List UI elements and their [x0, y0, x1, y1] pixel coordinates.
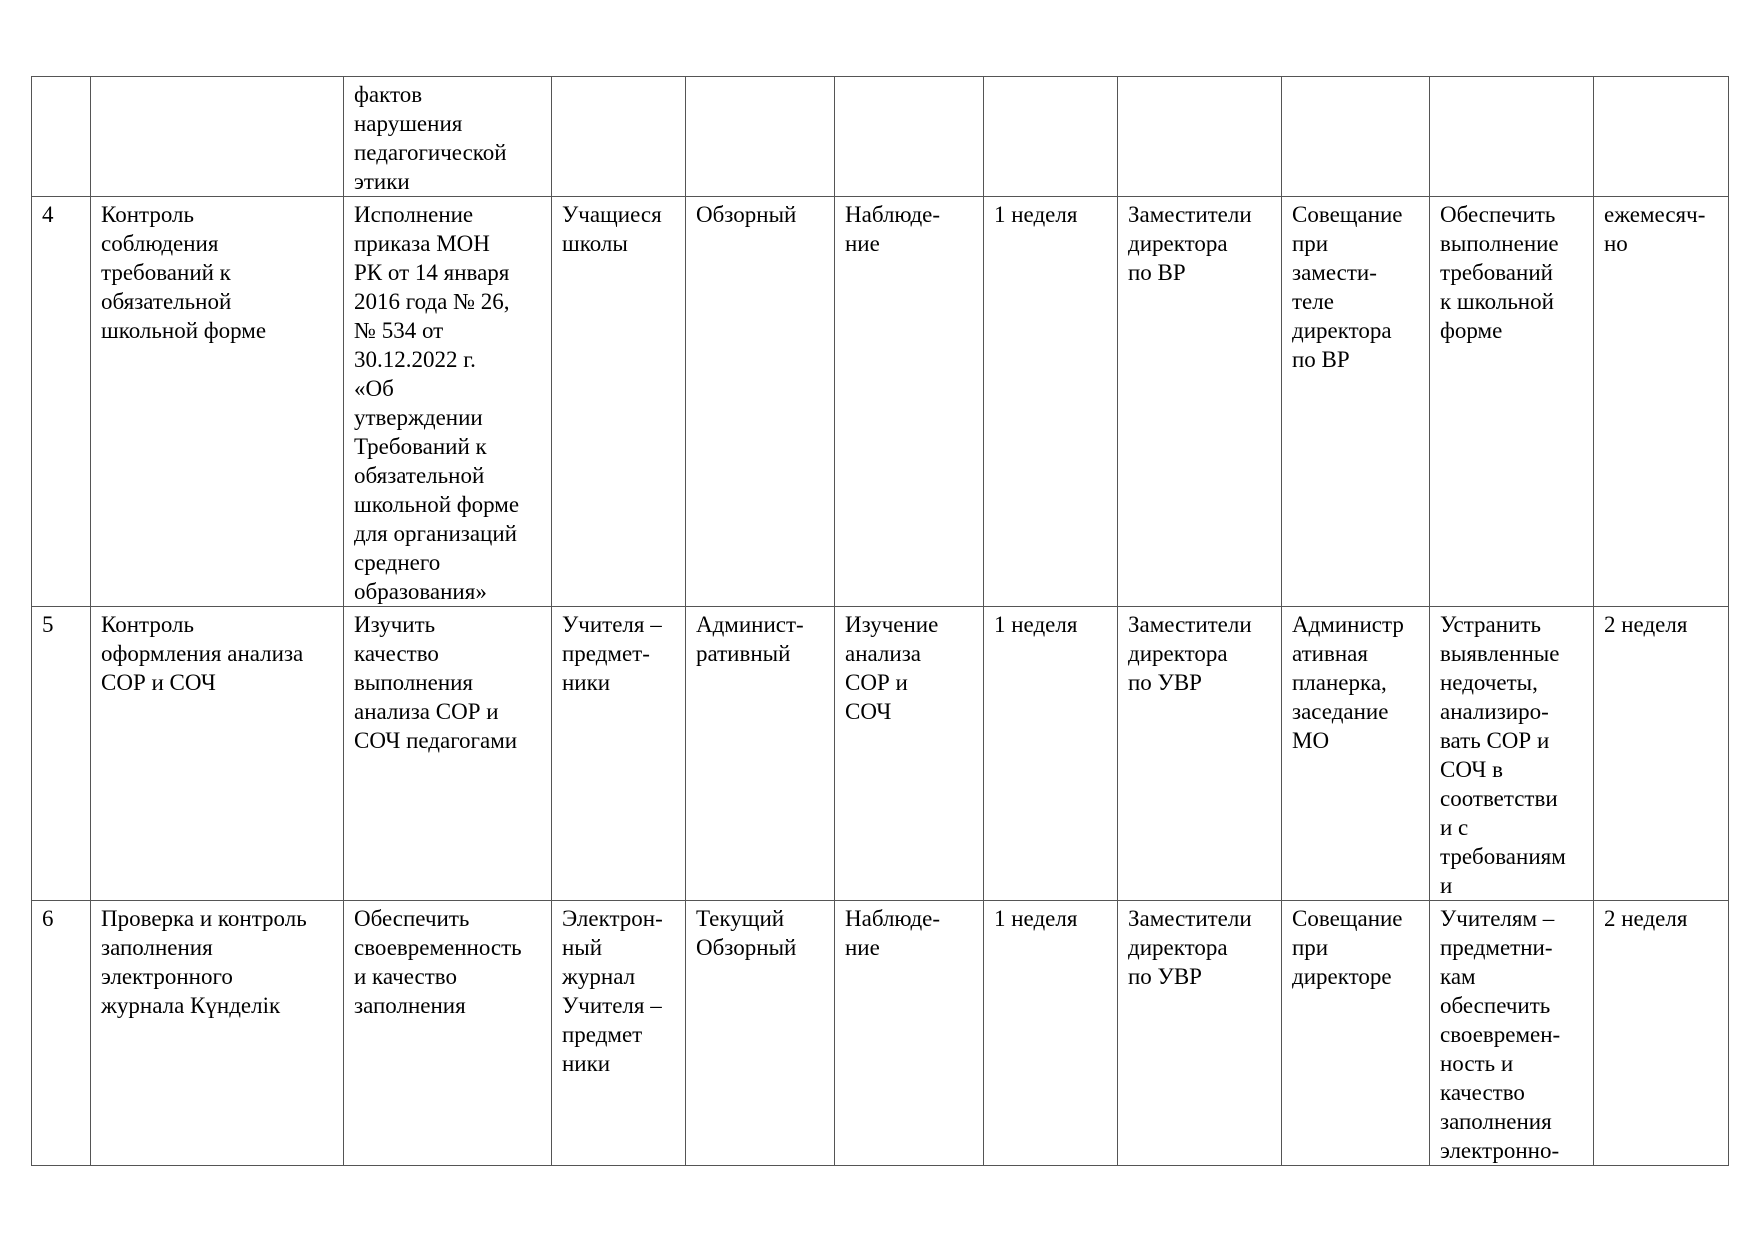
- management-decision-cell: Учителям – предметни- кам обеспечить своевремен- ность и качество заполнения электронно-: [1430, 901, 1594, 1166]
- control-object-cell: [552, 77, 686, 197]
- row-number-cell: 6: [32, 901, 91, 1166]
- recheck-cell: ежемесяч- но: [1594, 197, 1729, 607]
- control-term-cell: 1 неделя: [984, 901, 1118, 1166]
- control-method-cell: Изучение анализа СОР и СОЧ: [835, 607, 984, 901]
- recheck-cell: [1594, 77, 1729, 197]
- control-type-cell: Текущий Обзорный: [686, 901, 835, 1166]
- management-decision-cell: Устранить выявленные недочеты, анализиро- вать СОР и СОЧ в соответстви и с требованиям и: [1430, 607, 1594, 901]
- control-term-cell: 1 неделя: [984, 607, 1118, 901]
- control-term-cell: 1 неделя: [984, 197, 1118, 607]
- control-name-cell: [91, 77, 344, 197]
- control-goal-cell: Изучить качество выполнения анализа СОР и СОЧ педагогами: [344, 607, 552, 901]
- control-goal-cell: Обеспечить своевременность и качество заполнения: [344, 901, 552, 1166]
- control-name-cell: Контроль соблюдения требований к обязательной школьной форме: [91, 197, 344, 607]
- review-place-cell: [1282, 77, 1430, 197]
- control-goal-cell: фактов нарушения педагогической этики: [344, 77, 552, 197]
- control-object-cell: Учащиеся школы: [552, 197, 686, 607]
- table-row: [32, 197, 1729, 607]
- control-type-cell: Обзорный: [686, 197, 835, 607]
- recheck-cell: 2 неделя: [1594, 607, 1729, 901]
- control-name-cell: Контроль оформления анализа СОР и СОЧ: [91, 607, 344, 901]
- table-row: [32, 901, 1729, 1166]
- management-decision-cell: [1430, 77, 1594, 197]
- management-decision-cell: Обеспечить выполнение требований к школьной форме: [1430, 197, 1594, 607]
- control-type-cell: [686, 77, 835, 197]
- control-term-cell: [984, 77, 1118, 197]
- control-name-cell: Проверка и контроль заполнения электронного журнала Күнделік: [91, 901, 344, 1166]
- review-place-cell: Совещание при директоре: [1282, 901, 1430, 1166]
- control-plan-table: [31, 76, 1729, 1166]
- responsible-cell: Заместители директора по ВР: [1118, 197, 1282, 607]
- table-row: [32, 607, 1729, 901]
- control-method-cell: [835, 77, 984, 197]
- responsible-cell: Заместители директора по УВР: [1118, 607, 1282, 901]
- review-place-cell: Администр ативная планерка, заседание МО: [1282, 607, 1430, 901]
- control-type-cell: Админист- ративный: [686, 607, 835, 901]
- control-method-cell: Наблюде- ние: [835, 901, 984, 1166]
- review-place-cell: Совещание при замести- теле директора по ВР: [1282, 197, 1430, 607]
- responsible-cell: Заместители директора по УВР: [1118, 901, 1282, 1166]
- control-object-cell: Учителя – предмет- ники: [552, 607, 686, 901]
- recheck-cell: 2 неделя: [1594, 901, 1729, 1166]
- control-object-cell: Электрон- ный журнал Учителя – предмет ники: [552, 901, 686, 1166]
- responsible-cell: [1118, 77, 1282, 197]
- control-method-cell: Наблюде- ние: [835, 197, 984, 607]
- row-number-cell: [32, 77, 91, 197]
- table-row: [32, 77, 1729, 197]
- row-number-cell: 4: [32, 197, 91, 607]
- control-goal-cell: Исполнение приказа МОН РК от 14 января 2016 года № 26, № 534 от 30.12.2022 г. «Об утверждении Требований к обязательной школьной форме для организаций среднего образования»: [344, 197, 552, 607]
- row-number-cell: 5: [32, 607, 91, 901]
